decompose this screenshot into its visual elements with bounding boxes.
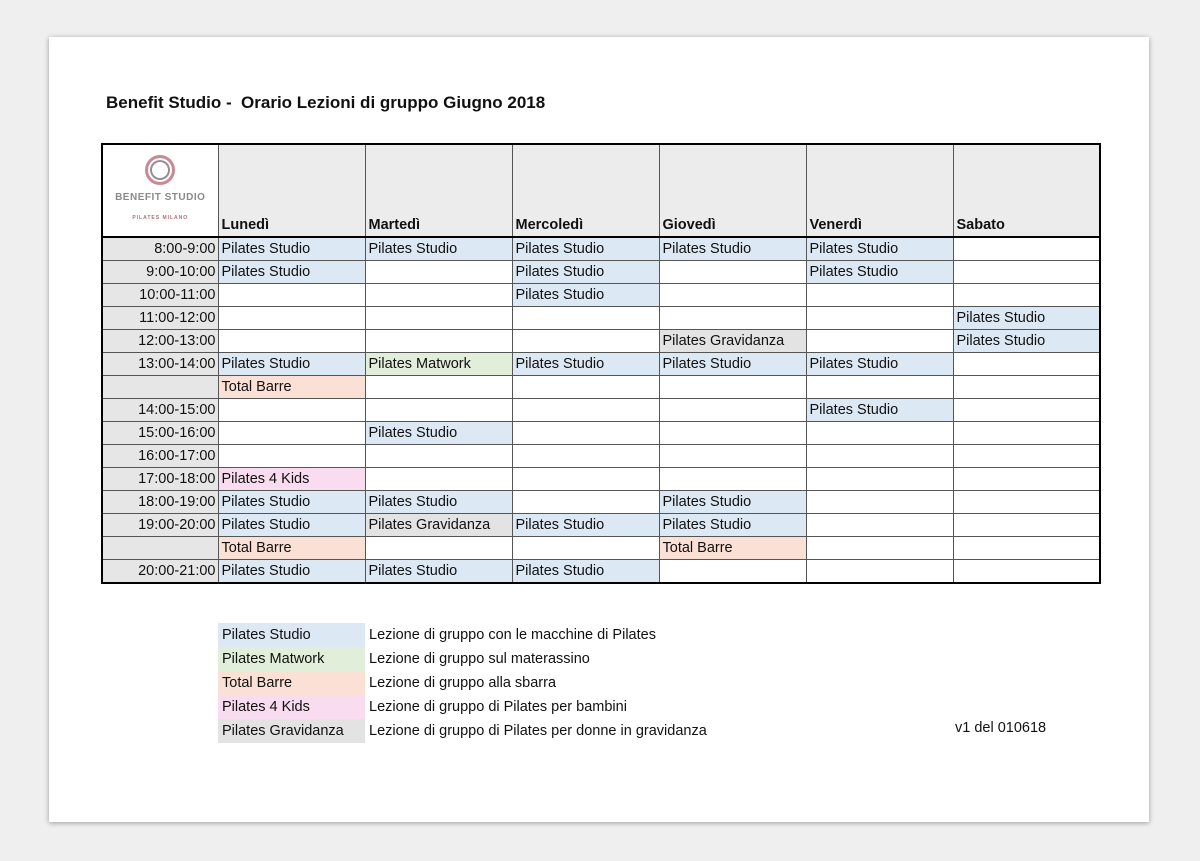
legend-table xyxy=(218,623,925,743)
class-cell xyxy=(806,307,953,330)
legend-row xyxy=(218,719,925,743)
class-cell xyxy=(365,307,512,330)
version-label: v1 del 010618 xyxy=(955,720,1047,736)
class-cell: Pilates Studio xyxy=(806,261,953,284)
schedule-row xyxy=(102,376,1100,399)
class-cell xyxy=(953,445,1100,468)
class-cell xyxy=(365,376,512,399)
class-cell xyxy=(806,537,953,560)
class-cell xyxy=(953,514,1100,537)
class-cell xyxy=(365,468,512,491)
day-header: Lunedì xyxy=(218,144,365,237)
class-cell: Pilates Studio xyxy=(218,261,365,284)
time-slot: 12:00-13:00 xyxy=(102,330,218,353)
class-cell: Pilates Studio xyxy=(806,237,953,261)
class-cell xyxy=(806,514,953,537)
class-cell xyxy=(659,422,806,445)
time-slot: 9:00-10:00 xyxy=(102,261,218,284)
class-cell: Pilates Studio xyxy=(218,353,365,376)
legend-swatch-label: Pilates Matwork xyxy=(218,647,365,671)
class-cell xyxy=(659,399,806,422)
class-cell: Pilates Studio xyxy=(512,261,659,284)
legend-swatch-label: Pilates Gravidanza xyxy=(218,719,365,743)
legend-description: Lezione di gruppo con le macchine di Pilates xyxy=(369,627,656,643)
class-cell: Total Barre xyxy=(218,376,365,399)
class-cell xyxy=(953,376,1100,399)
schedule-row xyxy=(102,422,1100,445)
logo-text: BENEFIT STUDIO xyxy=(115,191,206,203)
time-slot: 13:00-14:00 xyxy=(102,353,218,376)
legend-row xyxy=(218,623,925,647)
class-cell: Pilates Studio xyxy=(512,514,659,537)
class-cell: Pilates Studio xyxy=(218,491,365,514)
class-cell xyxy=(659,376,806,399)
class-cell: Pilates Studio xyxy=(659,514,806,537)
class-cell: Pilates Studio xyxy=(659,491,806,514)
class-cell xyxy=(953,560,1100,584)
class-cell xyxy=(218,307,365,330)
logo-ring-icon xyxy=(145,155,175,185)
class-cell xyxy=(953,537,1100,560)
logo-subtext: PILATES MILANO xyxy=(132,214,189,221)
class-cell xyxy=(512,307,659,330)
time-slot: 14:00-15:00 xyxy=(102,399,218,422)
class-cell xyxy=(953,468,1100,491)
day-header: Giovedì xyxy=(659,144,806,237)
schedule-row xyxy=(102,514,1100,537)
day-header: Mercoledì xyxy=(512,144,659,237)
legend-swatch-label: Pilates 4 Kids xyxy=(218,695,365,719)
class-cell xyxy=(659,560,806,584)
class-cell xyxy=(218,330,365,353)
class-cell xyxy=(365,284,512,307)
class-cell xyxy=(512,537,659,560)
time-slot: 20:00-21:00 xyxy=(102,560,218,584)
class-cell: Pilates Studio xyxy=(659,237,806,261)
class-cell xyxy=(953,491,1100,514)
class-cell xyxy=(512,445,659,468)
schedule-row xyxy=(102,445,1100,468)
schedule-row xyxy=(102,307,1100,330)
class-cell xyxy=(806,445,953,468)
legend-description: Lezione di gruppo sul materassino xyxy=(369,651,590,667)
class-cell xyxy=(806,468,953,491)
class-cell xyxy=(806,422,953,445)
class-cell xyxy=(806,376,953,399)
class-cell: Pilates Matwork xyxy=(365,353,512,376)
header-row xyxy=(102,144,1100,237)
logo-cell xyxy=(102,144,218,237)
page-title: Benefit Studio - Orario Lezioni di gruppo Giugno 2018 xyxy=(106,93,546,112)
class-cell: Pilates Studio xyxy=(806,353,953,376)
class-cell xyxy=(806,284,953,307)
class-cell: Pilates Studio xyxy=(659,353,806,376)
legend-description: Lezione di gruppo alla sbarra xyxy=(369,675,557,691)
day-header: Sabato xyxy=(953,144,1100,237)
time-slot xyxy=(102,376,218,399)
schedule-row xyxy=(102,468,1100,491)
class-cell xyxy=(953,399,1100,422)
class-cell xyxy=(953,237,1100,261)
class-cell xyxy=(512,468,659,491)
class-cell xyxy=(218,422,365,445)
schedule-row xyxy=(102,261,1100,284)
class-cell xyxy=(806,560,953,584)
class-cell xyxy=(659,261,806,284)
legend-row xyxy=(218,647,925,671)
class-cell xyxy=(218,445,365,468)
time-slot: 18:00-19:00 xyxy=(102,491,218,514)
legend-description: Lezione di gruppo di Pilates per bambini xyxy=(369,699,627,715)
class-cell: Pilates Studio xyxy=(365,422,512,445)
class-cell xyxy=(953,284,1100,307)
class-cell xyxy=(512,376,659,399)
class-cell xyxy=(365,537,512,560)
day-header: Martedì xyxy=(365,144,512,237)
class-cell: Pilates Studio xyxy=(512,237,659,261)
class-cell xyxy=(806,491,953,514)
schedule-row xyxy=(102,284,1100,307)
class-cell xyxy=(365,445,512,468)
class-cell: Pilates Gravidanza xyxy=(659,330,806,353)
class-cell xyxy=(218,284,365,307)
class-cell xyxy=(953,422,1100,445)
class-cell: Pilates Studio xyxy=(512,560,659,584)
legend-swatch-label: Pilates Studio xyxy=(218,623,365,647)
class-cell xyxy=(365,330,512,353)
schedule-row xyxy=(102,560,1100,584)
time-slot: 10:00-11:00 xyxy=(102,284,218,307)
schedule-row xyxy=(102,330,1100,353)
class-cell: Pilates Studio xyxy=(218,514,365,537)
class-cell: Pilates Studio xyxy=(512,353,659,376)
schedule-row xyxy=(102,353,1100,376)
class-cell xyxy=(953,261,1100,284)
legend-swatch-label: Total Barre xyxy=(218,671,365,695)
time-slot: 11:00-12:00 xyxy=(102,307,218,330)
schedule-row xyxy=(102,537,1100,560)
class-cell: Pilates Studio xyxy=(218,237,365,261)
schedule-row xyxy=(102,491,1100,514)
legend-description: Lezione di gruppo di Pilates per donne in gravidanza xyxy=(369,723,707,739)
class-cell xyxy=(365,399,512,422)
time-slot: 19:00-20:00 xyxy=(102,514,218,537)
class-cell: Pilates Studio xyxy=(806,399,953,422)
document-page xyxy=(49,37,1149,822)
class-cell xyxy=(512,491,659,514)
class-cell: Total Barre xyxy=(218,537,365,560)
class-cell xyxy=(512,422,659,445)
time-slot: 17:00-18:00 xyxy=(102,468,218,491)
class-cell xyxy=(512,330,659,353)
class-cell xyxy=(806,330,953,353)
schedule-row xyxy=(102,399,1100,422)
class-cell: Pilates Studio xyxy=(365,560,512,584)
class-cell: Pilates Gravidanza xyxy=(365,514,512,537)
class-cell: Pilates Studio xyxy=(953,307,1100,330)
day-header: Venerdì xyxy=(806,144,953,237)
time-slot: 15:00-16:00 xyxy=(102,422,218,445)
class-cell: Pilates Studio xyxy=(365,237,512,261)
legend-row xyxy=(218,695,925,719)
class-cell xyxy=(365,261,512,284)
schedule-row xyxy=(102,237,1100,261)
class-cell xyxy=(659,445,806,468)
class-cell: Pilates Studio xyxy=(953,330,1100,353)
class-cell: Pilates Studio xyxy=(218,560,365,584)
time-slot: 16:00-17:00 xyxy=(102,445,218,468)
class-cell xyxy=(953,353,1100,376)
class-cell: Pilates 4 Kids xyxy=(218,468,365,491)
class-cell xyxy=(512,399,659,422)
class-cell: Total Barre xyxy=(659,537,806,560)
schedule-table xyxy=(101,143,1101,584)
class-cell xyxy=(659,284,806,307)
class-cell: Pilates Studio xyxy=(365,491,512,514)
class-cell: Pilates Studio xyxy=(512,284,659,307)
class-cell xyxy=(218,399,365,422)
legend-row xyxy=(218,671,925,695)
time-slot: 8:00-9:00 xyxy=(102,237,218,261)
class-cell xyxy=(659,307,806,330)
class-cell xyxy=(659,468,806,491)
time-slot xyxy=(102,537,218,560)
